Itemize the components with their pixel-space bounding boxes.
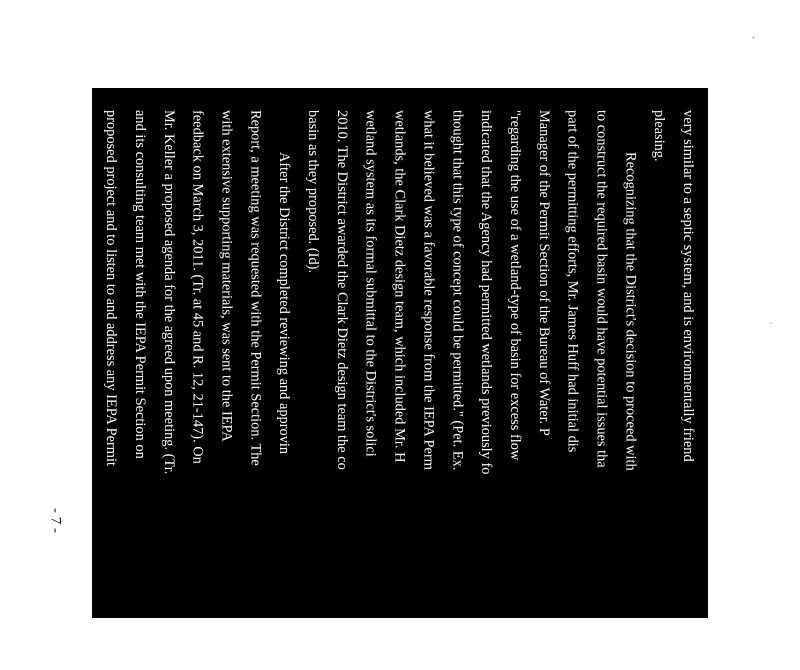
- paragraph-start-line: After the District completed reviewing and approvin: [276, 152, 293, 455]
- document-body: [39, 110, 702, 670]
- text-line: that the engineering report would have to address groundwate: [45, 110, 62, 466]
- text-line: what it believed was a favorable response from the IEPA Perm: [420, 110, 437, 470]
- text-line: Report, a meeting was requested with the Permit Section. The: [247, 110, 264, 466]
- text-line: Manager of the Permit Section of the Bureau of Water. P: [535, 110, 552, 436]
- text-line: wetland system as its formal submittal to the District's solici: [362, 110, 379, 457]
- text-line: "regarding the use of a wetland-type of basin for excess flow: [506, 110, 523, 461]
- scanned-page-negative: [45, 88, 708, 618]
- text-line: proposed project and to listen to and address any IEPA Permit: [103, 110, 120, 466]
- text-line: very similar to a septic system, and is environmentally friend: [680, 110, 696, 462]
- text-line: basin as they proposed. (Id).: [305, 110, 322, 274]
- text-line: thought that this type of concept could be permitted." (Pet. Ex.: [449, 110, 466, 471]
- text-line: 2010. The District awarded the Clark Dietz design team the co: [333, 110, 350, 470]
- text-line: 4, Tr. 120). A signup sheet for this meeting is found at R. 151.: [74, 110, 91, 466]
- scan-speck: [752, 36, 755, 39]
- text-line: Mr. Keller a proposed agenda for the agreed upon meeting. (Tr.: [160, 110, 177, 475]
- text-line: part of the permitting efforts, Mr. James Huff had initial dis: [564, 110, 581, 453]
- text-line: feedback on March 3, 2011. (Tr. at 45 and R. 12, 21-147). On: [189, 110, 206, 464]
- text-line: wetlands, the Clark Dietz design team, which included Mr. H: [391, 110, 408, 463]
- scan-speck: [770, 322, 772, 324]
- text-line: with extensive supporting materials, was sent to the IEPA: [218, 110, 235, 442]
- text-line: indicated that the Agency had permitted wetlands previously fo: [478, 110, 495, 475]
- text-line: and its consulting team met with the IEPA Permit Section on: [131, 110, 148, 459]
- page-number: - 7 -: [47, 507, 64, 533]
- text-line: pleasing.: [651, 110, 668, 162]
- text-line: to construct the required basin would have potential issues tha: [593, 110, 610, 468]
- paragraph-start-line: Recognizing that the District's decision to proceed with: [622, 152, 639, 471]
